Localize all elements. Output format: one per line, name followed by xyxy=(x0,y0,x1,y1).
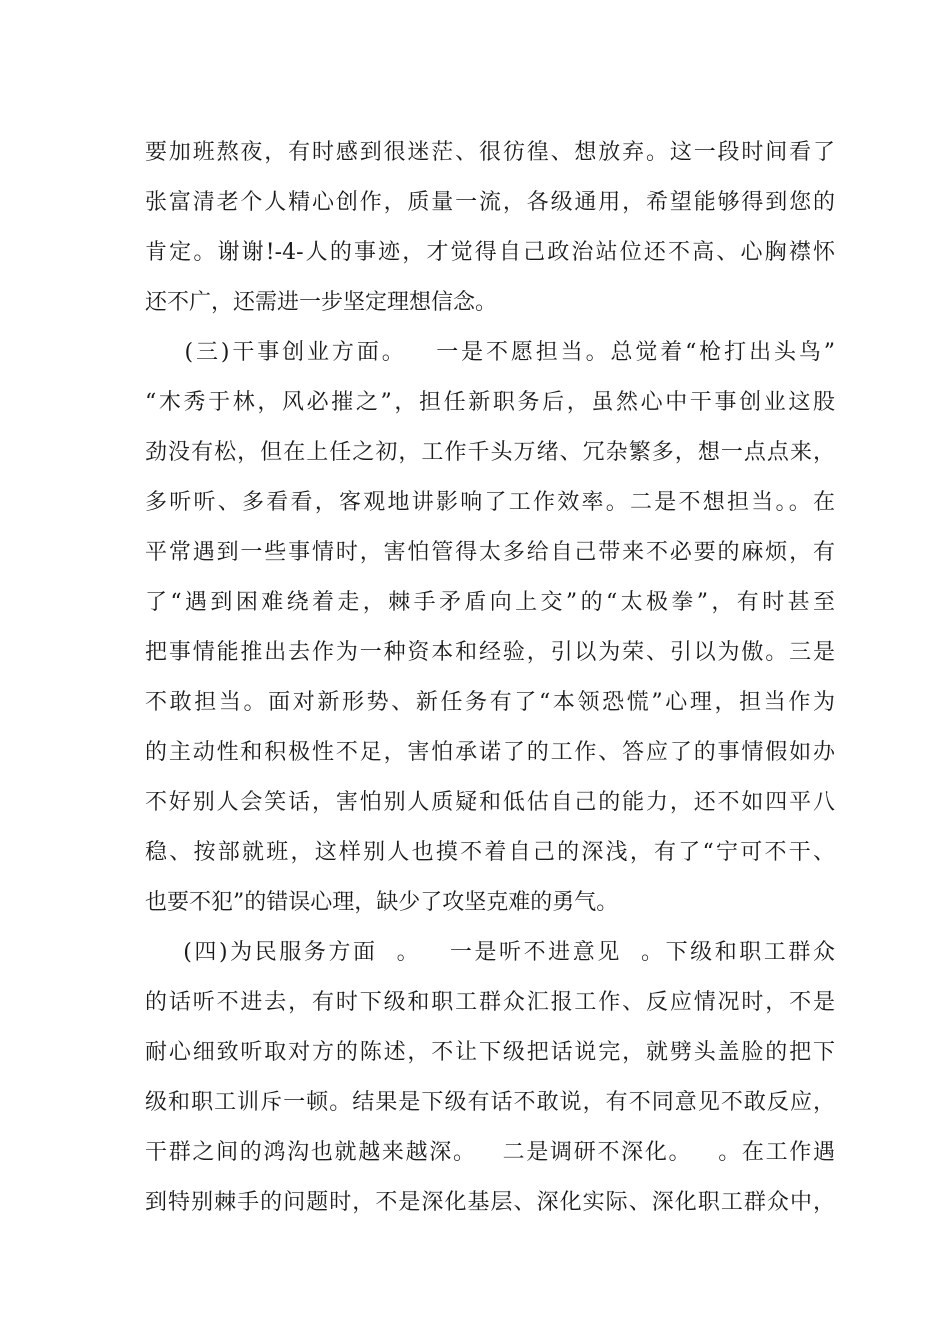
text-line: 稳、按部就班，这样别人也摸不着自己的深浅，有了“宁可不干、 xyxy=(145,840,835,865)
text-line: 的话听不进去，有时下级和职工群众汇报工作、反应情况时，不是 xyxy=(145,990,835,1015)
text-line: 多听听、多看看，客观地讲影响了工作效率。二是不想担当。。在 xyxy=(145,490,835,515)
text-line: 还不广，还需进一步坚定理想信念。 xyxy=(145,290,498,315)
text-line: “木秀于林，风必摧之”，担任新职务后，虽然心中干事创业这股 xyxy=(145,390,835,415)
text-line: 耐心细致听取对方的陈述，不让下级把话说完，就劈头盖脸的把下 xyxy=(145,1040,835,1065)
text-line: 干群之间的鸿沟也就越来越深。 二是调研不深化。 。在工作遇 xyxy=(145,1140,835,1165)
text-line: 级和职工训斥一顿。结果是下级有话不敢说，有不同意见不敢反应， xyxy=(145,1090,835,1115)
text-line: 平常遇到一些事情时，害怕管得太多给自己带来不必要的麻烦，有 xyxy=(145,540,835,565)
text-line: 张富清老个人精心创作，质量一流，各级通用，希望能够得到您的 xyxy=(145,190,835,215)
text-line: 劲没有松，但在上任之初，工作千头万绪、冗杂繁多，想一点点来， xyxy=(145,440,835,465)
text-line: 不敢担当。面对新形势、新任务有了“本领恐慌”心理，担当作为 xyxy=(145,690,835,715)
text-line: 了“遇到困难绕着走，棘手矛盾向上交”的“太极拳”，有时甚至 xyxy=(145,590,835,615)
body-text xyxy=(145,128,835,1228)
paragraph-heading-line: (三)干事创业方面。 一是不愿担当。总觉着“枪打出头鸟” xyxy=(145,340,835,365)
text-line: 到特别棘手的问题时，不是深化基层、深化实际、深化职工群众中， xyxy=(145,1190,835,1215)
text-line: 把事情能推出去作为一种资本和经验，引以为荣、引以为傲。三是 xyxy=(145,640,835,665)
text-line: 不好别人会笑话，害怕别人质疑和低估自己的能力，还不如四平八 xyxy=(145,790,835,815)
paragraph-heading-line: (四)为民服务方面 。 一是听不进意见 。下级和职工群众 xyxy=(145,940,835,965)
text-line: 肯定。谢谢!-4-人的事迹，才觉得自己政治站位还不高、心胸襟怀 xyxy=(145,240,835,265)
text-line: 的主动性和积极性不足，害怕承诺了的工作、答应了的事情假如办 xyxy=(145,740,835,765)
text-line: 也要不犯”的错误心理，缺少了攻坚克难的勇气。 xyxy=(145,890,619,915)
text-line: 要加班熬夜，有时感到很迷茫、很彷徨、想放弃。这一段时间看了 xyxy=(145,140,835,165)
